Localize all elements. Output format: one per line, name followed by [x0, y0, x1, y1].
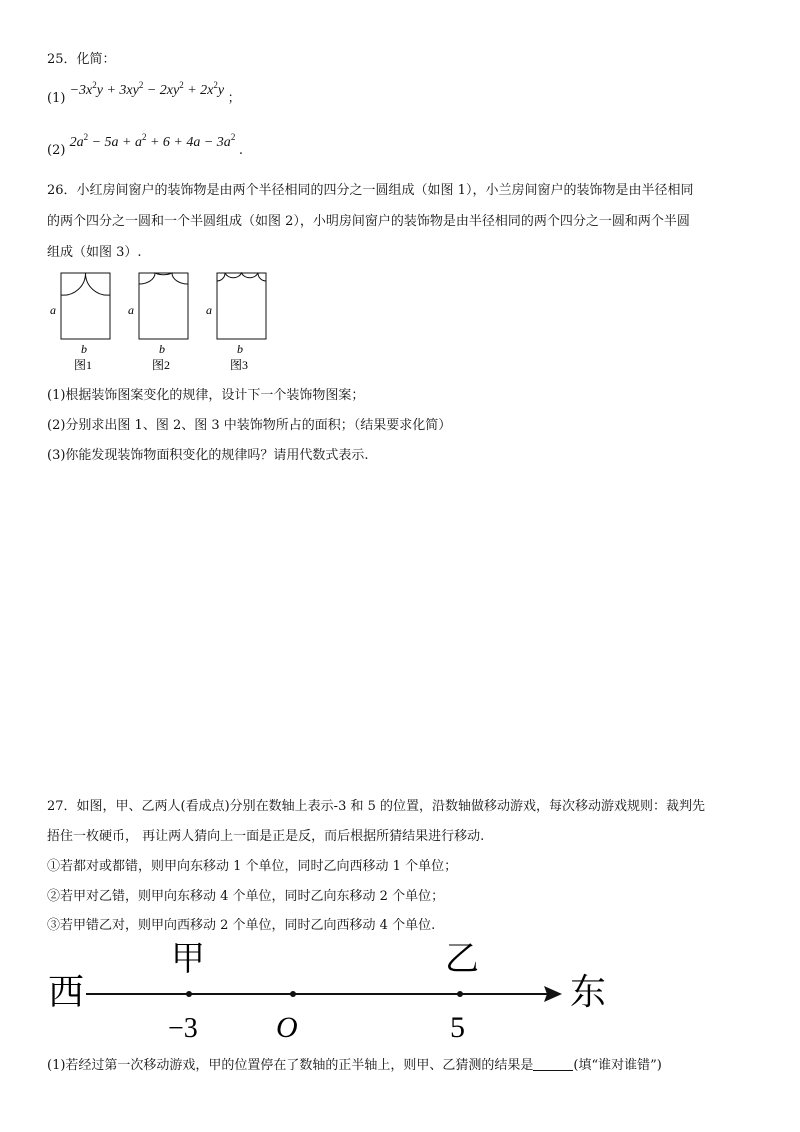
figure-3-bottom-label: b — [237, 342, 243, 356]
q26-sub2: (2)分别求出图 1、图 2、图 3 中装饰物所占的面积；（结果要求化简） — [47, 418, 452, 433]
west-label: 西 — [48, 972, 85, 1012]
q25-part2-end: . — [238, 143, 243, 158]
figure-3-window — [217, 273, 266, 339]
figure-2-side-label: a — [128, 303, 134, 317]
figure-3 — [206, 273, 266, 372]
figure-2-bottom-label: b — [159, 342, 165, 356]
figure-1-bottom-label: b — [81, 342, 87, 356]
q25-part1-label: (1) — [47, 91, 66, 106]
jia-value-label: −3 — [168, 1013, 198, 1040]
q26-sub3: (3)你能发现装饰物面积变化的规律吗？请用代数式表示. — [47, 448, 369, 463]
q25-title: 25．化简： — [47, 52, 116, 67]
number-line — [40, 940, 620, 1040]
q27-rule3: ③若甲错乙对，则甲向西移动 2 个单位，同时乙向西移动 4 个单位. — [47, 918, 436, 933]
figure-3-caption: 图3 — [230, 358, 249, 372]
answer-blank[interactable] — [533, 1058, 573, 1071]
origin-label: O — [276, 1011, 298, 1040]
q26-intro-line3: 组成（如图 3）. — [47, 245, 142, 260]
q27-sub1-hint: (填“谁对谁错”) — [573, 1058, 662, 1073]
figure-1-caption: 图1 — [74, 358, 93, 372]
origin-point — [290, 991, 296, 997]
q26-intro-line1: 26．小红房间窗户的装饰物是由两个半径相同的四分之一圆组成（如图 1），小兰房间窗户的装饰物是由半径相同 — [47, 183, 694, 198]
east-label: 东 — [570, 972, 607, 1012]
q27-rule1: ①若都对或都错，则甲向东移动 1 个单位，同时乙向西移动 1 个单位； — [47, 859, 458, 874]
figure-2-arcs — [139, 273, 188, 284]
figure-1-side-label: a — [50, 303, 56, 317]
jia-label: 甲 — [171, 941, 205, 978]
q27-rule2: ②若甲对乙错，则甲向东移动 4 个单位，同时乙向东移动 2 个单位； — [47, 889, 445, 904]
yi-label: 乙 — [445, 941, 479, 978]
q25-part1-expression: $-3x^2y + 3xy^2 - 2xy^2 + 2x^2y$ — [69, 80, 225, 98]
figure-2-caption: 图2 — [152, 358, 171, 372]
q25-part1-end: ； — [227, 91, 241, 106]
figure-1 — [50, 273, 110, 372]
q27-intro-line2: 捂住一枚硬币， 再让两人猜向上一面是正是反，而后根据所猜结果进行移动. — [47, 829, 485, 844]
jia-point — [186, 991, 192, 997]
q27-intro-line1: 27．如图，甲、乙两人(看成点)分别在数轴上表示-3 和 5 的位置，沿数轴做移动游戏，每次移动游戏规则：裁判先 — [47, 799, 706, 814]
yi-point — [457, 991, 463, 997]
q26-sub1: (1)根据装饰图案变化的规律，设计下一个装饰物图案； — [47, 388, 365, 403]
figure-1-quarter-circles — [61, 273, 110, 295]
figure-3-arcs — [217, 273, 266, 281]
window-figures — [40, 265, 280, 380]
q25-part2-label: (2) — [47, 143, 66, 158]
q27-sub1 — [47, 1058, 662, 1074]
q25-part1 — [47, 80, 241, 108]
figure-1-window — [61, 273, 110, 339]
figure-2 — [128, 273, 188, 372]
yi-value-label: 5 — [450, 1011, 465, 1040]
figure-3-side-label: a — [206, 303, 212, 317]
q26-intro-line2: 的两个四分之一圆和一个半圆组成（如图 2），小明房间窗户的装饰物是由半径相同的两个四分之一圆和两个半圆 — [47, 214, 690, 229]
q27-sub1-text: (1)若经过第一次移动游戏，甲的位置停在了数轴的正半轴上，则甲、乙猜测的结果是 — [47, 1058, 534, 1073]
q25-part2-expression: $2a^2 - 5a + a^2 + 6 + 4a - 3a^2$ — [69, 132, 236, 150]
q25-part2 — [47, 132, 243, 160]
